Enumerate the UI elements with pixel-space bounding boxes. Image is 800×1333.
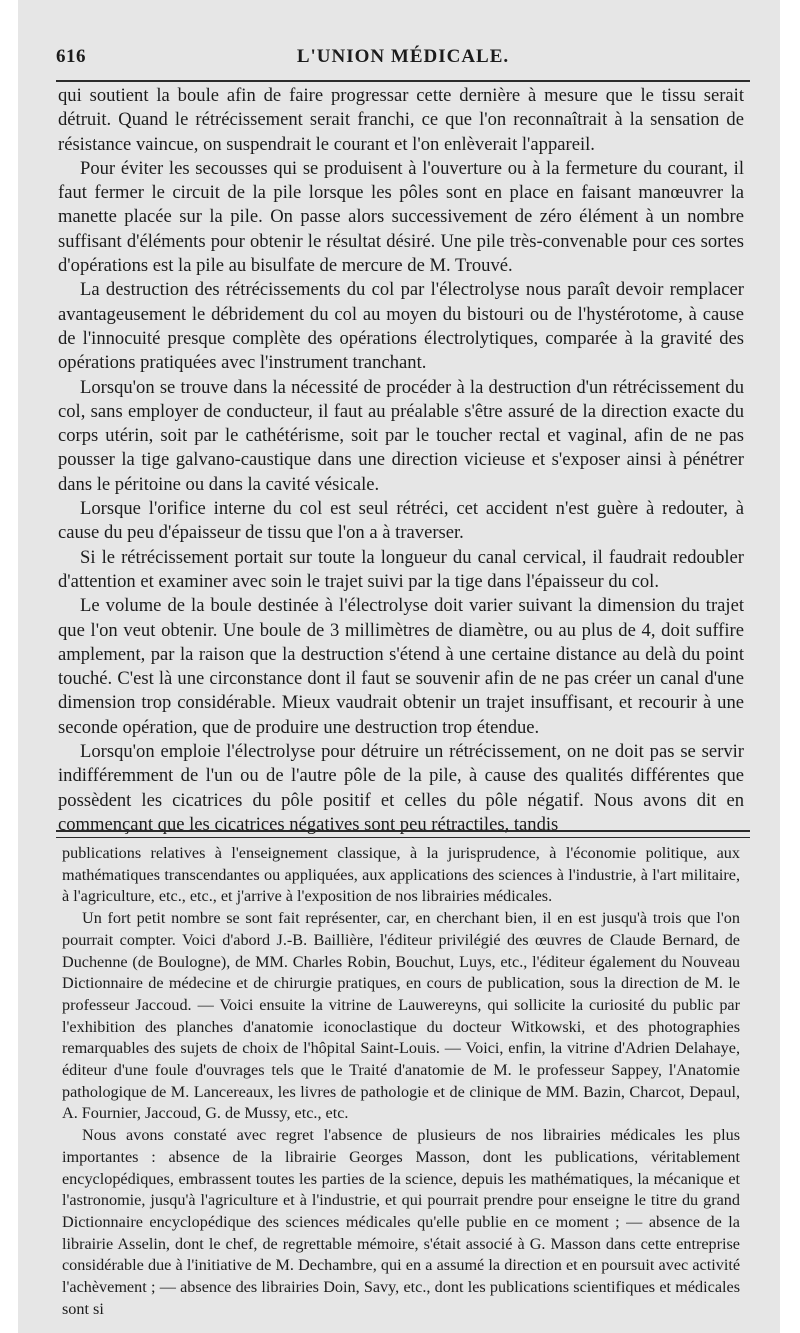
header-rule — [56, 80, 750, 82]
feuilleton-paragraph: Nous avons constaté avec regret l'absence de plusieurs de nos librairies médicales les plus importantes : absence de la librairie Georges Masson, dont les publications, véritablement encyclopédiques, embrassent toutes les parties de la science, depuis les mathématiques, la mécanique et l'astronomie, jusqu'à l'agriculture et à l'industrie, et qui pourrait prendre pour enseigne le titre du grand Dictionnaire encyclopédique des sciences médicales qu'elle publie en ce moment ; — absence de la librairie Asselin, dont le chef, de regrettable mémoire, s'était associé à G. Masson dans cette entreprise considérable due à l'initiative de M. Dechambre, qui en a assumé la direction et en poursuit avec activité l'achèvement ; — absence des librairies Doin, Savy, etc., dont les publications scientifiques et médicales sont si — [62, 1126, 740, 1318]
paragraph: Si le rétrécissement portait sur toute la longueur du canal cervical, il faudrait redoubler d'attention et examiner avec soin le trajet suivi par la tige dans l'épaisseur du col. — [58, 546, 744, 592]
paragraph: Lorsqu'on emploie l'électrolyse pour détruire un rétrécissement, on ne doit pas se servir indifféremment de l'un ou de l'autre pôle de la pile, à cause des qualités différentes que possèdent les cicatrices du pôle positif et celles du pôle négatif. Nous avons dit en commençant que les cicatrices négatives sont peu rétractiles, tandis — [58, 741, 744, 835]
page-number: 616 — [56, 46, 86, 67]
feuilleton-paragraph: publications relatives à l'enseignement classique, à la jurisprudence, à l'économie politique, aux mathématiques transcendantes ou appliquées, aux applications des sciences à l'industrie, à l'art militaire, à l'agriculture, etc., etc., et j'arrive à l'exposition de nos librairies médicales. — [62, 844, 740, 906]
paragraph: Lorsque l'orifice interne du col est seul rétréci, cet accident n'est guère à redouter, à cause du peu d'épaisseur de tissu que l'on a à traverser. — [58, 498, 744, 544]
feuilleton-body — [62, 843, 740, 1320]
paragraph: La destruction des rétrécissements du col par l'électrolyse nous paraît devoir remplacer avantageusement le débridement du col au moyen du bistouri ou de l'hystérotome, à cause de l'innocuité presque complète des opérations électrolytiques, comparée à la gravité des opérations pratiquées avec l'instrument tranchant. — [58, 279, 744, 374]
feuilleton-paragraph: Un fort petit nombre se sont fait représenter, car, en cherchant bien, il en est jusqu'à trois que l'on pourrait compter. Voici d'abord J.-B. Baillière, l'éditeur privilégié des œuvres de Claude Bernard, de Duchenne (de Boulogne), de MM. Charles Robin, Bouchut, Luys, etc., l'éditeur également du Nouveau Dictionnaire de médecine et de chirurgie pratiques, en cours de publication, sous la direction de M. le professeur Jaccoud. — Voici ensuite la vitrine de Lauwereyns, qui sollicite la curiosité du public par l'exhibition des planches d'anatomie iconoclastique du docteur Witkowski, et des photographies remarquables des sujets de choix de l'hôpital Saint-Louis. — Voici, enfin, la vitrine d'Adrien Delahaye, éditeur d'une foule d'ouvrages tels que le Traité d'anatomie de M. le professeur Sappey, l'Anatomie pathologique de M. Lancereaux, les livres de pathologie et de clinique de MM. Bazin, Charcot, Depaul, A. Fournier, Jaccoud, G. de Mussy, etc., etc. — [62, 909, 740, 1123]
journal-title: L'UNION MÉDICALE. — [296, 46, 510, 67]
paragraph: qui soutient la boule afin de faire progressar cette dernière à mesure que le tissu serait détruit. Quand le rétrécissement serait franchi, ce que l'on reconnaîtrait à la sensation de résistance vaincue, on suspendrait le courant et l'on enlèverait l'appareil. — [58, 85, 744, 155]
paragraph: Pour éviter les secousses qui se produisent à l'ouverture ou à la fermeture du courant, il faut fermer le circuit de la pile lorsque les pôles sont en place en faisant manœuvrer la manette placée sur la pile. On passe alors successivement de zéro élément à un nombre suffisant d'éléments pour obtenir le résultat désiré. Une pile très-convenable pour ces sortes d'opérations est la pile au bisulfate de mercure de M. Trouvé. — [58, 157, 744, 277]
book-page — [18, 0, 780, 1333]
feuilleton-divider — [56, 830, 750, 838]
main-article-body — [58, 84, 744, 837]
running-head — [56, 46, 750, 76]
paragraph: Le volume de la boule destinée à l'électrolyse doit varier suivant la dimension du trajet que l'on veut obtenir. Une boule de 3 millimètres de diamètre, ou au plus de 4, doit suffire amplement, par la raison que la destruction s'étend à une certaine distance au delà du point touché. C'est là une circonstance dont il faut se souvenir afin de ne pas créer un canal d'une dimension trop considérable. Mieux vaudrait obtenir un trajet insuffisant, et recourir à une seconde opération, que de produire une destruction trop étendue. — [58, 595, 744, 738]
paragraph: Lorsqu'on se trouve dans la nécessité de procéder à la destruction d'un rétrécissement du col, sans employer de conducteur, il faut au préalable s'être assuré de la direction exacte du corps utérin, soit par le cathétérisme, soit par le toucher rectal et vaginal, afin de ne pas pousser la tige galvano-caustique dans une direction vicieuse et s'exposer ainsi à pénétrer dans le péritoine ou dans la cavité vésicale. — [58, 376, 744, 495]
